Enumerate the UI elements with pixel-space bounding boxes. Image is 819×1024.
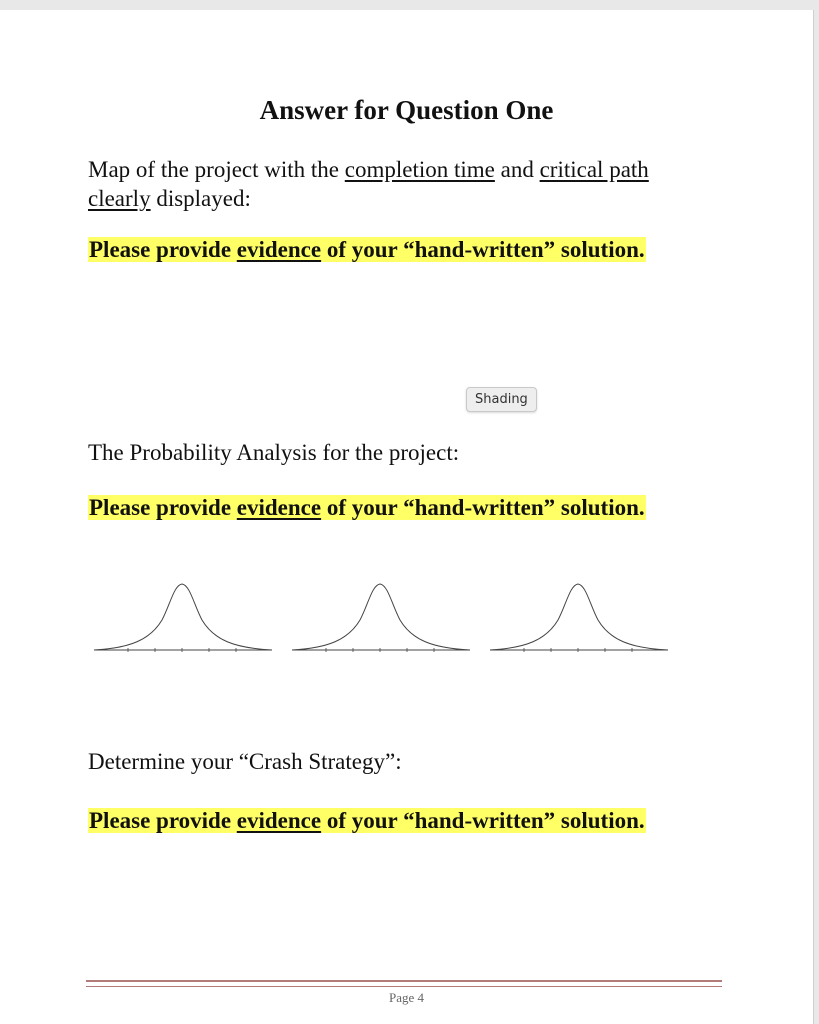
normal-curves-image: [90, 570, 680, 670]
critical-path-link: critical path: [539, 157, 649, 182]
section2-text: The Probability Analysis for the project:: [88, 440, 460, 465]
shading-tooltip: Shading: [466, 387, 537, 412]
footer-rule: [86, 980, 722, 987]
normal-curve-3: [490, 584, 668, 652]
section1-text: Map of the project with the completion time and critical path clearly displayed:: [88, 157, 649, 211]
completion-time-link: completion time: [344, 157, 495, 182]
page-title: Answer for Question One: [259, 95, 554, 125]
section3-text: Determine your “Crash Strategy”:: [88, 749, 402, 774]
normal-curve-2: [292, 584, 470, 652]
evidence-note-2: Please provide evidence of your “hand-written” solution.: [89, 495, 645, 520]
page-number: Page 4: [388, 990, 425, 1005]
normal-curve-1: [94, 584, 272, 652]
evidence-note-1: Please provide evidence of your “hand-written” solution.: [89, 237, 645, 262]
document-page: [0, 10, 814, 1024]
clearly-link: clearly: [88, 186, 151, 211]
evidence-note-3: Please provide evidence of your “hand-written” solution.: [89, 808, 645, 833]
